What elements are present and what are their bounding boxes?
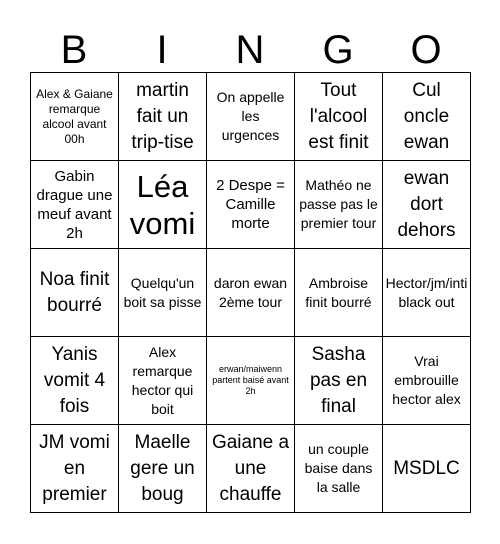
bingo-cell[interactable]: Yanis vomit 4 fois	[31, 337, 119, 425]
header-letter-i: I	[156, 28, 168, 72]
header-letter-g: G	[322, 28, 354, 72]
bingo-cell[interactable]: Quelqu'un boit sa pisse	[119, 249, 207, 337]
header-letter-b: B	[60, 28, 88, 72]
bingo-cell[interactable]: ewan dort dehors	[383, 161, 471, 249]
bingo-cell[interactable]: Tout l'alcool est finit	[295, 73, 383, 161]
bingo-cell[interactable]: Vrai embrouille hector alex	[383, 337, 471, 425]
bingo-cell[interactable]: martin fait un trip-tise	[119, 73, 207, 161]
bingo-cell[interactable]: erwan/maiwenn partent baisé avant 2h	[207, 337, 295, 425]
bingo-cell[interactable]: MSDLC	[383, 425, 471, 513]
bingo-cell[interactable]: On appelle les urgences	[207, 73, 295, 161]
bingo-header	[30, 28, 470, 72]
bingo-cell[interactable]: Cul oncle ewan	[383, 73, 471, 161]
bingo-cell[interactable]: Noa finit bourré	[31, 249, 119, 337]
header-letter-n: N	[235, 28, 265, 72]
bingo-cell[interactable]: un couple baise dans la salle	[295, 425, 383, 513]
bingo-cell[interactable]: Mathéo ne passe pas le premier tour	[295, 161, 383, 249]
bingo-cell[interactable]: Gaiane a une chauffe	[207, 425, 295, 513]
bingo-cell[interactable]: Alex remarque hector qui boit	[119, 337, 207, 425]
header-letter-o: O	[410, 28, 442, 72]
bingo-cell[interactable]: Hector/jm/inti black out	[383, 249, 471, 337]
bingo-cell[interactable]: Sasha pas en final	[295, 337, 383, 425]
bingo-cell[interactable]: 2 Despe = Camille morte	[207, 161, 295, 249]
bingo-cell[interactable]: Alex & Gaiane remarque alcool avant 00h	[31, 73, 119, 161]
bingo-cell[interactable]: Maelle gere un boug	[119, 425, 207, 513]
bingo-cell[interactable]: Gabin drague une meuf avant 2h	[31, 161, 119, 249]
bingo-cell[interactable]: JM vomi en premier	[31, 425, 119, 513]
bingo-cell[interactable]: Léa vomi	[119, 161, 207, 249]
bingo-cell[interactable]: Ambroise finit bourré	[295, 249, 383, 337]
bingo-board	[30, 72, 471, 513]
bingo-cell[interactable]: daron ewan 2ème tour	[207, 249, 295, 337]
